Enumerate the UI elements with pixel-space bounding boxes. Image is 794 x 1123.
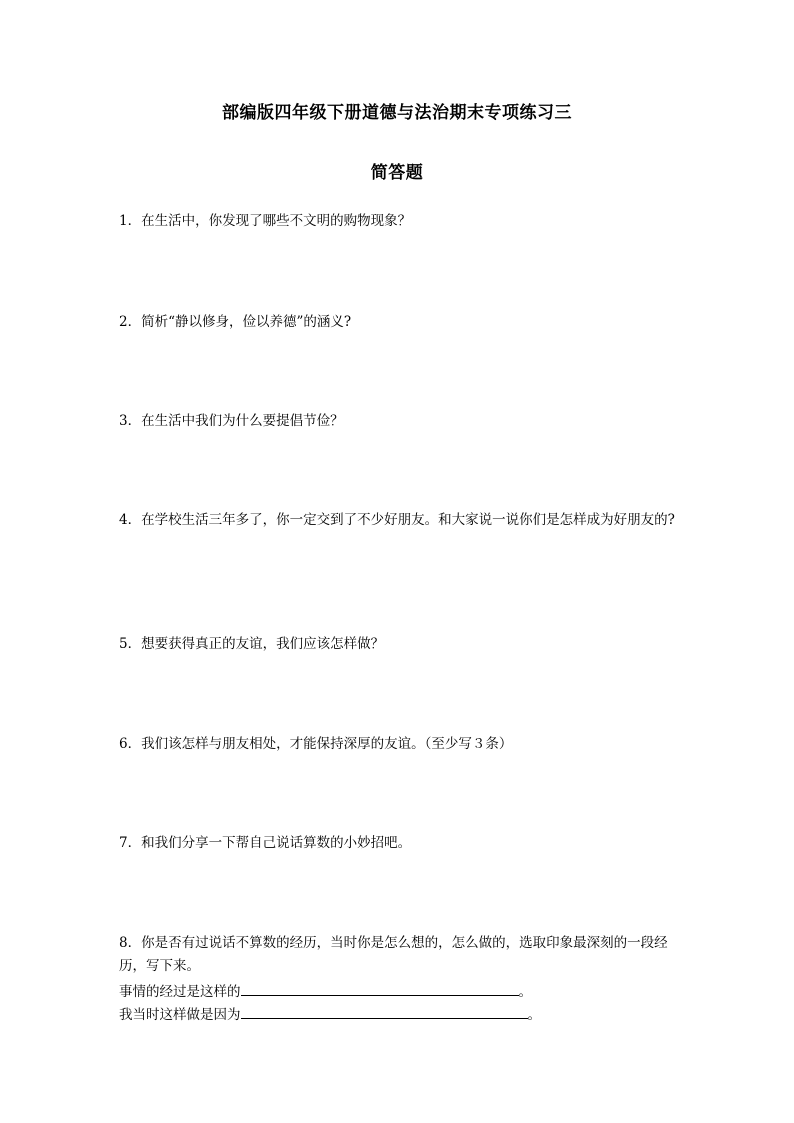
question-4: 4．在学校生活三年多了，你一定交到了不少好朋友。和大家说一说你们是怎样成为好朋友的? bbox=[119, 512, 675, 528]
question-5: 5．想要获得真正的友谊，我们应该怎样做？ bbox=[119, 636, 385, 652]
answer-blank-1[interactable] bbox=[241, 981, 519, 996]
answer-line-1-prefix: 事情的经过是这样的 bbox=[119, 984, 241, 1000]
question-2: 2．简析“静以修身，俭以养德”的涵义? bbox=[119, 314, 352, 330]
answer-line-1-suffix: 。 bbox=[518, 984, 532, 1000]
question-1: 1．在生活中，你发现了哪些不文明的购物现象？ bbox=[119, 213, 412, 229]
question-3: 3．在生活中我们为什么要提倡节俭？ bbox=[119, 413, 344, 429]
document-title: 部编版四年级下册道德与法治期末专项练习三 bbox=[222, 103, 572, 123]
answer-blank-2[interactable] bbox=[241, 1004, 528, 1019]
question-6: 6．我们该怎样与朋友相处，才能保持深厚的友谊。（至少写３条） bbox=[119, 736, 513, 752]
question-8: 8．你是否有过说话不算数的经历，当时你是怎么想的，怎么做的，选取印象最深刻的一段经历，写下来。 bbox=[119, 935, 668, 974]
answer-line-2 bbox=[119, 1004, 679, 1027]
section-title: 简答题 bbox=[370, 163, 424, 183]
answer-line-1 bbox=[119, 981, 679, 1004]
question-7: 7．和我们分享一下帮自己说话算数的小妙招吧。 bbox=[119, 835, 412, 851]
answer-line-2-prefix: 我当时这样做是因为 bbox=[119, 1007, 241, 1023]
answer-line-2-suffix: 。 bbox=[527, 1007, 541, 1023]
